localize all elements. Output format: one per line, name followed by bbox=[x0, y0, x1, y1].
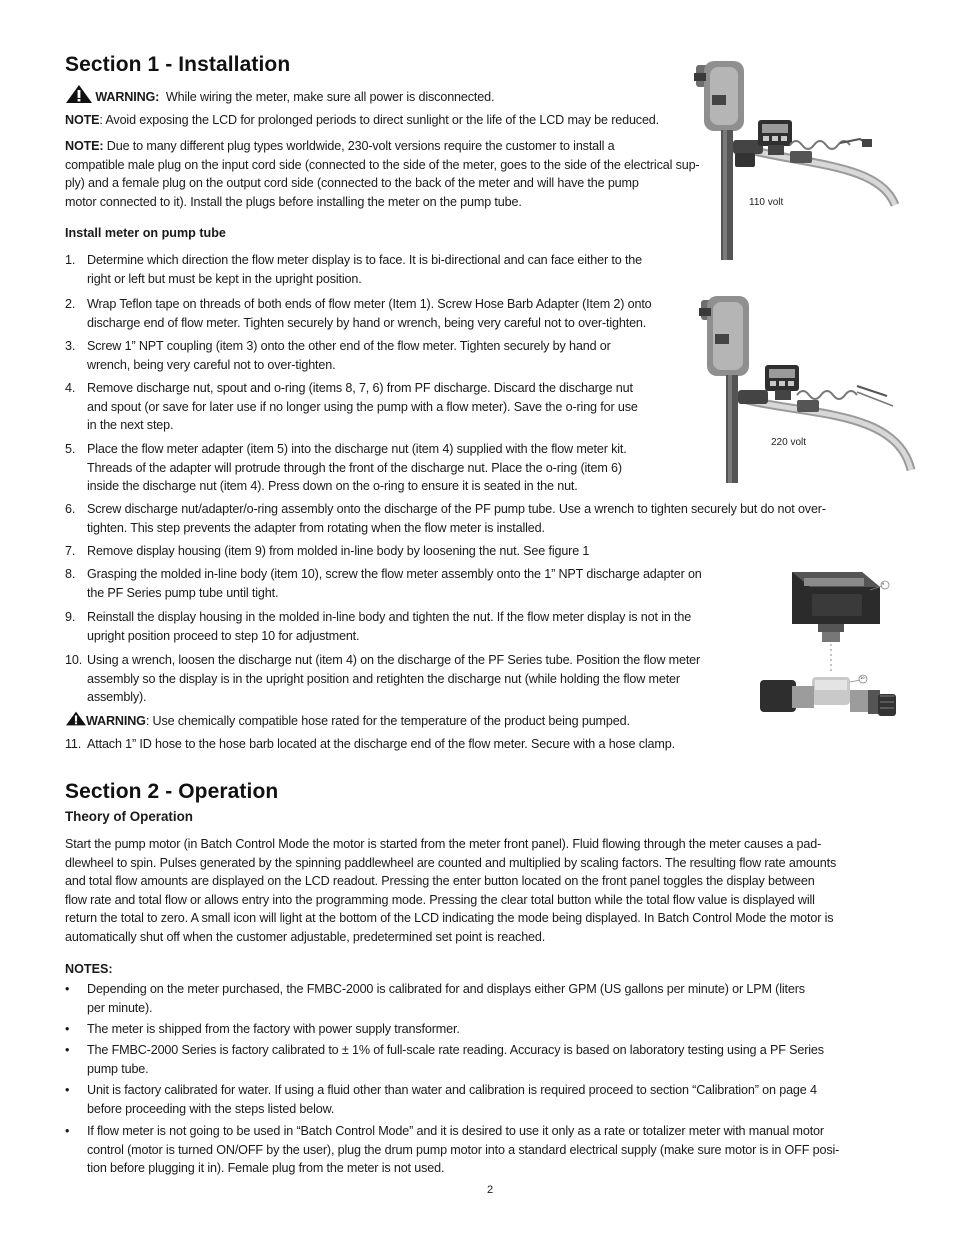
figure-meter-exploded bbox=[752, 562, 902, 747]
step-line: wrench, being very careful not to over-tighten. bbox=[87, 357, 336, 372]
step-number: 11. bbox=[65, 737, 82, 751]
note-2-line: Due to many different plug types worldwide, 230-volt versions require the customer to install a bbox=[106, 139, 615, 153]
bullet-line: Depending on the meter purchased, the FMBC-2000 is calibrated for and displays either GPM (US gallons per minute) or LPM (liters bbox=[87, 982, 805, 996]
step-line: Reinstall the display housing in the molded in-line body and tighten the nut. If the flow meter display is not in the bbox=[87, 610, 692, 624]
step-line: right or left but must be kept in the upright position. bbox=[87, 271, 362, 286]
note-1-label: NOTE bbox=[65, 113, 100, 127]
callout-10: 10 bbox=[860, 675, 865, 680]
caption-220-volt: 220 volt bbox=[771, 437, 807, 448]
note-2-line: ply) and a female plug on the output cord side (connected to the back of the meter and will have the pump bbox=[65, 176, 639, 191]
warning-1-text: While wiring the meter, make sure all power is disconnected. bbox=[165, 90, 495, 104]
warning-triangle-icon bbox=[66, 710, 86, 727]
step-line: Screw discharge nut/adapter/o-ring assembly onto the discharge of the PF pump tube. Use a wrench to tighten securely but do not over- bbox=[87, 502, 826, 516]
bullet-dot: • bbox=[65, 1043, 70, 1057]
step-number: 1. bbox=[65, 253, 76, 267]
meter-exploded-illustration bbox=[752, 562, 902, 747]
step-line: Determine which direction the flow meter display is to face. It is bi-directional and can face either to the bbox=[87, 253, 642, 267]
warning-1 bbox=[66, 85, 494, 107]
page-number: 2 bbox=[487, 1184, 494, 1196]
step-number: 8. bbox=[65, 567, 76, 581]
step-line: discharge end of flow meter. Tighten securely by hand or wrench, being very careful not to over-tighten. bbox=[87, 315, 647, 330]
bullet-dot: • bbox=[65, 1124, 70, 1138]
install-heading: Install meter on pump tube bbox=[65, 226, 226, 240]
bullet-dot: • bbox=[65, 1022, 70, 1036]
step-line: the PF Series pump tube until tight. bbox=[87, 585, 279, 600]
caption-110-volt: 110 volt bbox=[749, 197, 784, 208]
theory-line: Start the pump motor (in Batch Control Mode the motor is started from the meter front panel). Fluid flowing through the meter causes a pad- bbox=[65, 837, 822, 851]
bullet-line: tion before plugging it in). Female plug from the meter is not used. bbox=[87, 1161, 445, 1176]
step-line: Attach 1” ID hose to the hose barb located at the discharge end of the flow meter. Secure with a hose clamp. bbox=[87, 737, 675, 751]
pump-220-illustration bbox=[697, 290, 917, 485]
note-1 bbox=[65, 111, 659, 130]
warning-2-text: : Use chemically compatible hose rated for the temperature of the product being pumped. bbox=[145, 714, 630, 728]
step-number: 9. bbox=[65, 610, 76, 624]
theory-line: flow rate and total flow or allows entry into the programming mode. Pressing the clear total button while the total flow value is displayed will bbox=[65, 892, 815, 907]
step-line: in the next step. bbox=[87, 418, 174, 433]
bullet-line: If flow meter is not going to be used in “Batch Control Mode” and it is desired to use it only as a rate or totalizer meter with manual motor bbox=[87, 1124, 824, 1138]
warning-2 bbox=[66, 710, 630, 731]
step-line: Using a wrench, loosen the discharge nut (item 4) on the discharge of the PF Series tube. Position the flow meter bbox=[87, 653, 701, 667]
step-number: 6. bbox=[65, 502, 76, 516]
bullet-line: Unit is factory calibrated for water. If using a fluid other than water and calibration is required proceed to section “Calibration” on page 4 bbox=[87, 1083, 817, 1097]
step-line: Place the flow meter adapter (item 5) into the discharge nut (item 4) supplied with the flow meter kit. bbox=[87, 442, 627, 456]
step-number: 2. bbox=[65, 297, 76, 311]
note-2-line: compatible male plug on the input cord side (connected to the side of the meter, goes to the side of the electrical sup- bbox=[65, 157, 700, 172]
theory-line: and total flow amounts are displayed on the LCD readout. Pressing the enter button located on the front panel toggles the display between bbox=[65, 874, 815, 889]
figure-220-volt-pump bbox=[697, 290, 917, 485]
step-line: Remove display housing (item 9) from molded in-line body by loosening the nut. See figure 1 bbox=[87, 544, 590, 558]
bullet-line: per minute). bbox=[87, 1000, 153, 1015]
theory-line: return the total to zero. A small icon will light at the bottom of the LCD indicating the mode being displayed. In Batch Control Mode the motor is bbox=[65, 911, 834, 926]
step-number: 4. bbox=[65, 381, 76, 395]
theory-heading: Theory of Operation bbox=[65, 809, 193, 824]
step-line: inside the discharge nut (item 4). Press down on the o-ring to ensure it is seated in the nut. bbox=[87, 479, 578, 494]
step-number: 3. bbox=[65, 339, 76, 353]
note-2 bbox=[65, 137, 699, 211]
step-line: upright position proceed to step 10 for adjustment. bbox=[87, 628, 360, 643]
notes-heading: NOTES: bbox=[65, 962, 113, 976]
step-line: Screw 1” NPT coupling (item 3) onto the other end of the flow meter. Tighten securely by hand or bbox=[87, 339, 611, 353]
section-1-title: Section 1 - Installation bbox=[65, 53, 291, 76]
theory-line: automatically shut off when the customer adjustable, predetermined set point is reached. bbox=[65, 929, 546, 944]
pump-110-illustration bbox=[690, 55, 900, 260]
step-line: Threads of the adapter will protrude through the front of the discharge nut. Place the o-ring (item 6) bbox=[87, 460, 622, 475]
note-1-text: : Avoid exposing the LCD for prolonged periods to direct sunlight or the life of the LCD may be reduced. bbox=[99, 113, 660, 127]
bullet-line: The meter is shipped from the factory with power supply transformer. bbox=[87, 1022, 460, 1036]
bullet-dot: • bbox=[65, 1083, 70, 1097]
bullet-line: pump tube. bbox=[87, 1061, 149, 1076]
theory-line: dlewheel to spin. Pulses generated by the spinning paddlewheel are counted and multiplied by scaling factors. The resulting flow rate amounts bbox=[65, 855, 837, 870]
step-line: tighten. This step prevents the adapter from rotating when the flow meter is installed. bbox=[87, 520, 545, 535]
step-line: assembly so the display is in the upright position and retighten the discharge nut (while holding the flow meter bbox=[87, 671, 680, 686]
figure-110-volt-pump bbox=[690, 55, 900, 260]
bullet-line: before proceeding with the steps listed below. bbox=[87, 1101, 335, 1116]
warning-triangle-icon bbox=[66, 85, 92, 103]
step-line: Wrap Teflon tape on threads of both ends of flow meter (Item 1). Screw Hose Barb Adapter (Item 2) onto bbox=[87, 297, 652, 311]
note-2-label: NOTE: bbox=[65, 139, 104, 153]
bullet-line: control (motor is turned ON/OFF by the user), plug the drum pump motor into a standard electrical supply (make sure motor is in OFF posi- bbox=[87, 1142, 840, 1157]
step-line: Remove discharge nut, spout and o-ring (items 8, 7, 6) from PF discharge. Discard the discharge nut bbox=[87, 381, 633, 395]
bullet-dot: • bbox=[65, 982, 70, 996]
step-line: and spout (or save for later use if no longer using the pump with a flow meter). Save the o-ring for use bbox=[87, 399, 638, 414]
bullet-line: The FMBC-2000 Series is factory calibrated to ± 1% of full-scale rate reading. Accuracy is based on laboratory testing using a PF Series bbox=[87, 1043, 824, 1057]
warning-2-label: WARNING bbox=[86, 714, 146, 728]
callout-9: 9 bbox=[882, 581, 885, 586]
step-line: Grasping the molded in-line body (item 10), screw the flow meter assembly onto the 1” NPT discharge adapter on bbox=[87, 567, 702, 581]
step-number: 10. bbox=[65, 653, 83, 667]
note-2-line: motor connected to it). Install the plugs before installing the meter on the pump tube. bbox=[65, 194, 522, 209]
step-number: 7. bbox=[65, 544, 76, 558]
theory-paragraph bbox=[65, 835, 836, 947]
warning-1-label: WARNING: bbox=[95, 90, 160, 104]
step-line: assembly). bbox=[87, 690, 147, 705]
step-number: 5. bbox=[65, 442, 76, 456]
section-2-title: Section 2 - Operation bbox=[65, 780, 279, 803]
